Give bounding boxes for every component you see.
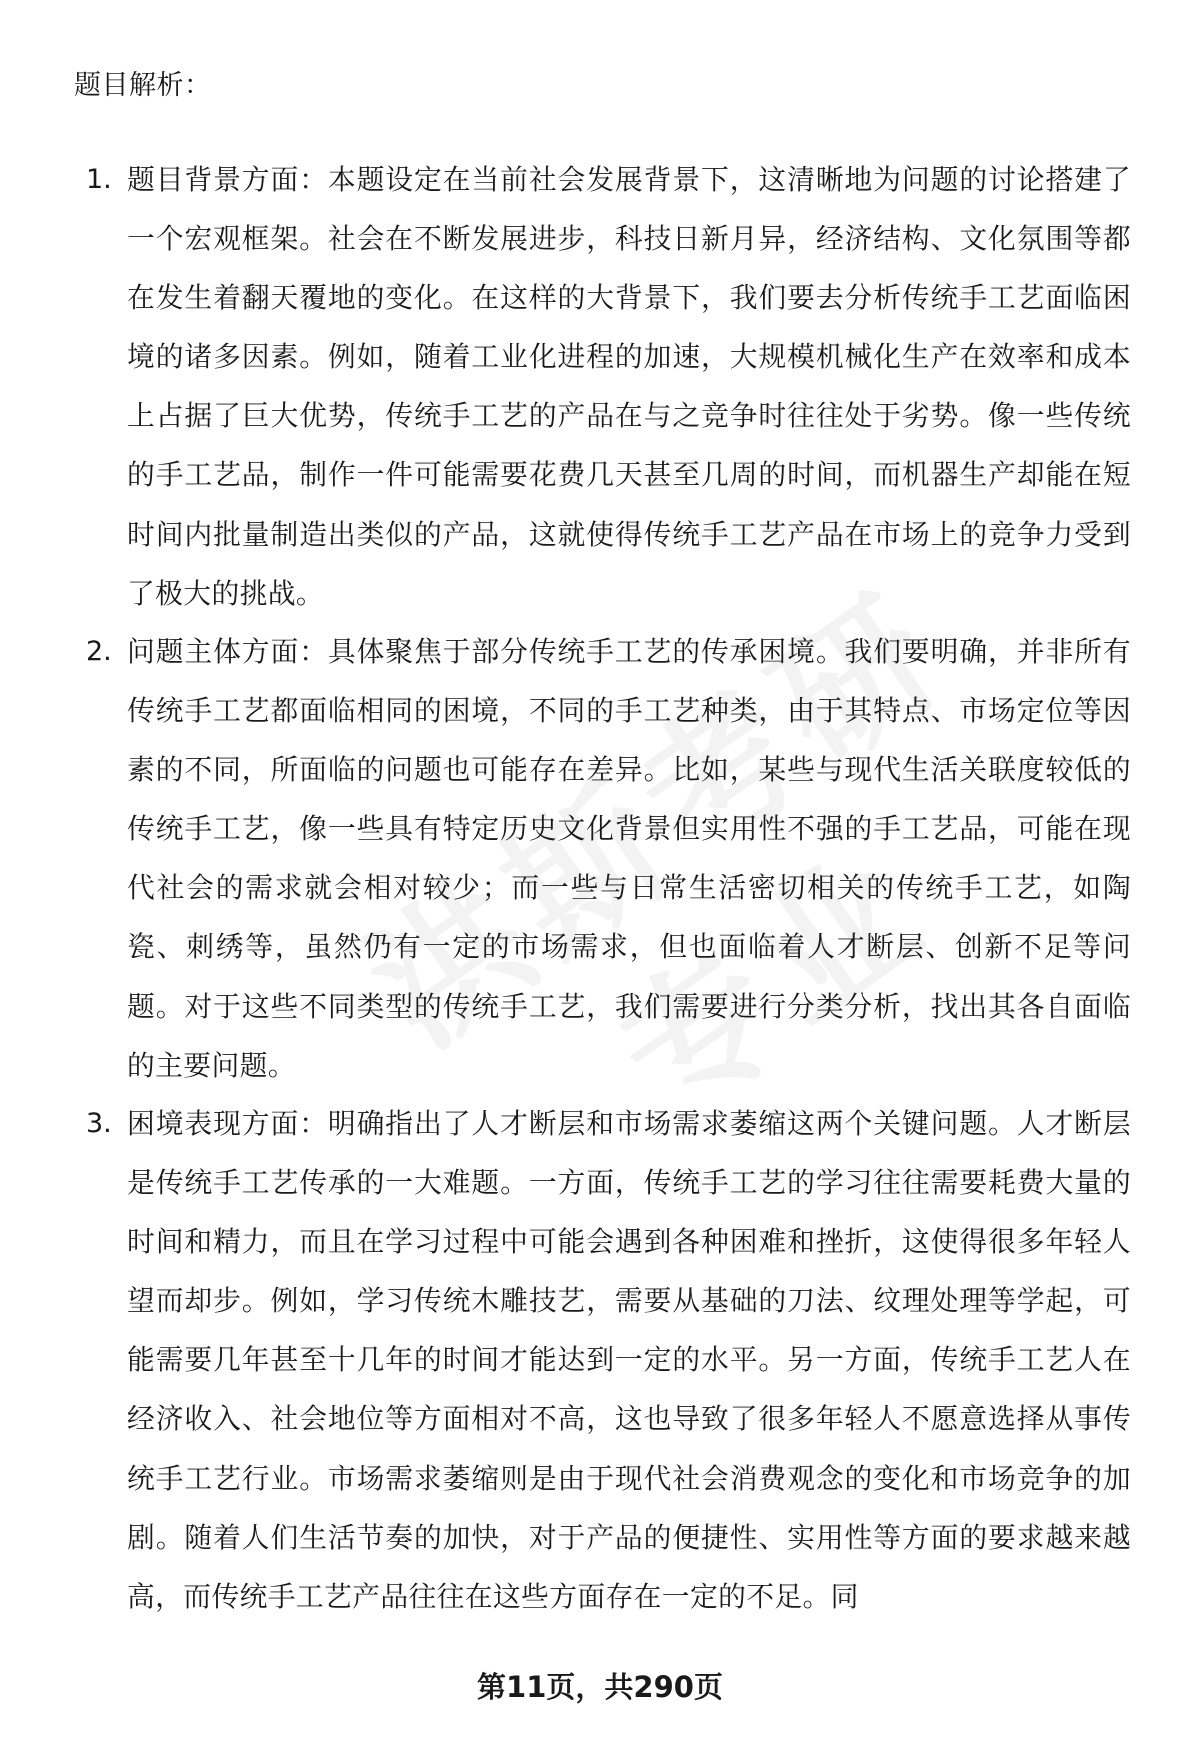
list-item-text: 困境表现方面：明确指出了人才断层和市场需求萎缩这两个关键问题。人才断层是传统手工艺传承的一大难题。一方面，传统手工艺的学习往往需要耗费大量的时间和精力，而且在学习过程中可能会遇到各种困难和挫折，这使得很多年轻人望而却步。例如，学习传统木雕技艺，需要从基础的刀法、纹理处理等学起，可能需要几年甚至十几年的时间才能达到一定的水平。另一方面，传统手工艺人在经济收入、社会地位等方面相对不高，这也导致了很多年轻人不愿意选择从事传统手工艺行业。市场需求萎缩则是由于现代社会消费观念的变化和市场竞争的加剧。随着人们生活节奏的加快，对于产品的便捷性、实用性等方面的要求越来越高，而传统手工艺产品往往在这些方面存在一定的不足。同 <box>127 1107 1131 1613</box>
page-number-footer: 第11页，共290页 <box>477 1670 723 1704</box>
list-item-number: 1. <box>86 164 112 195</box>
section-heading: 题目解析： <box>74 70 212 101</box>
list-item-number: 2. <box>86 636 112 667</box>
list-item-text: 题目背景方面：本题设定在当前社会发展背景下，这清晰地为问题的讨论搭建了一个宏观框架。社会在不断发展进步，科技日新月异，经济结构、文化氛围等都在发生着翻天覆地的变化。在这样的大背景下，我们要去分析传统手工艺面临困境的诸多因素。例如，随着工业化进程的加速，大规模机械化生产在效率和成本上占据了巨大优势，传统手工艺的产品在与之竞争时往往处于劣势。像一些传统的手工艺品，制作一件可能需要花费几天甚至几周的时间，而机器生产却能在短时间内批量制造出类似的产品，这就使得传统手工艺产品在市场上的竞争力受到了极大的挑战。 <box>127 163 1131 610</box>
list-item-number: 3. <box>86 1108 112 1139</box>
list-item-text: 问题主体方面：具体聚焦于部分传统手工艺的传承困境。我们要明确，并非所有传统手工艺都面临相同的困境，不同的手工艺种类，由于其特点、市场定位等因素的不同，所面临的问题也可能存在差异。比如，某些与现代生活关联度较低的传统手工艺，像一些具有特定历史文化背景但实用性不强的手工艺品，可能在现代社会的需求就会相对较少；而一些与日常生活密切相关的传统手工艺，如陶瓷、刺绣等，虽然仍有一定的市场需求，但也面临着人才断层、创新不足等问题。对于这些不同类型的传统手工艺，我们需要进行分类分析，找出其各自面临的主要问题。 <box>127 635 1131 1082</box>
